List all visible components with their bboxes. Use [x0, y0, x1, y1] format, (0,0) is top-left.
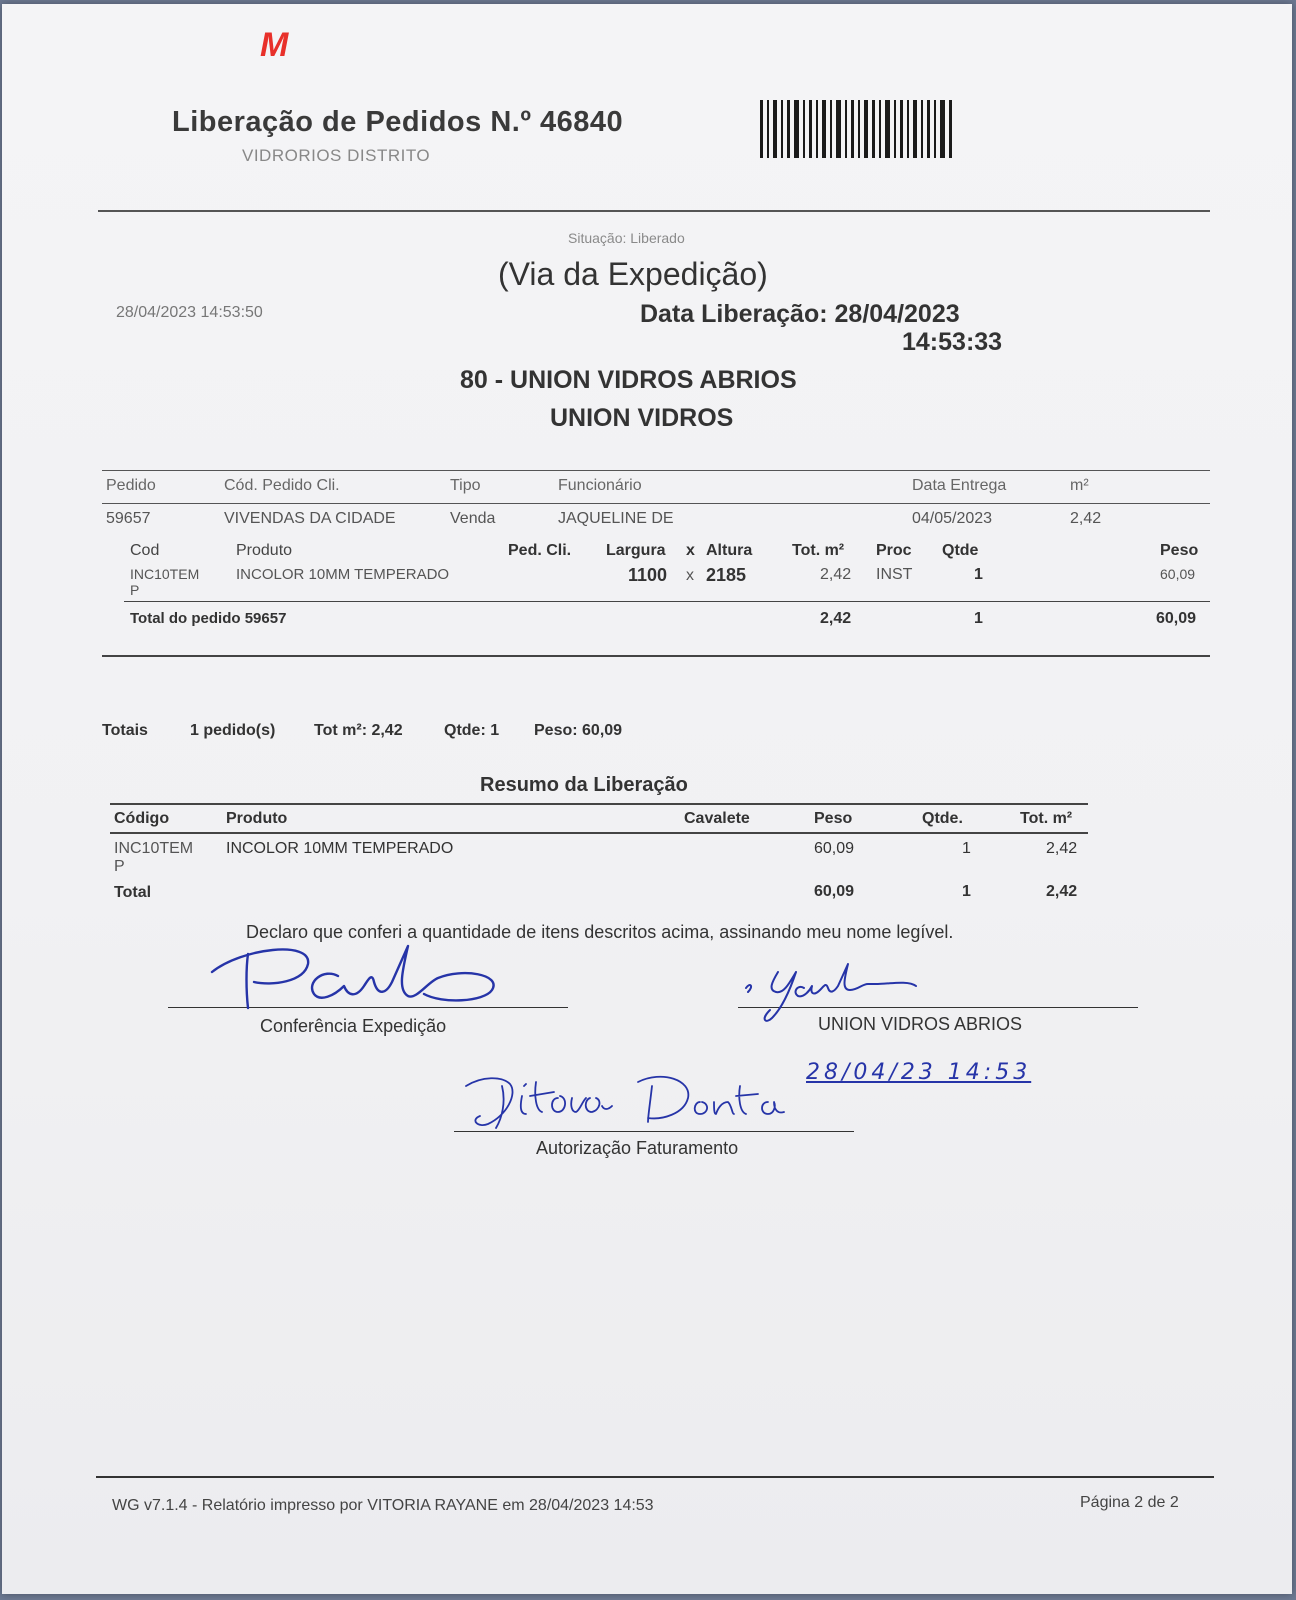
data-entrega: 04/05/2023: [912, 510, 993, 527]
resumo-col-cavalete: Cavalete: [684, 810, 750, 827]
col-altura: Altura: [706, 542, 753, 559]
col-tipo: Tipo: [450, 477, 481, 494]
footer-rule: [96, 1476, 1214, 1478]
hora-liberacao: 14:53:33: [902, 328, 1003, 356]
item-x: x: [686, 567, 694, 584]
data-liberacao: Data Liberação: 28/04/2023: [640, 300, 960, 328]
barcode: [760, 100, 956, 158]
item-cod: INC10TEM: [130, 566, 200, 582]
situacao: Situação: Liberado: [568, 230, 685, 246]
resumo-total-tot-m2: 2,42: [1046, 883, 1078, 900]
resumo-peso: 60,09: [814, 840, 855, 857]
col-qtde: Qtde: [942, 542, 979, 559]
totais-m2: Tot m²: 2,42: [314, 722, 403, 739]
resumo-col-codigo: Código: [114, 810, 170, 827]
resumo-col-peso: Peso: [814, 810, 853, 827]
cod-pedido-cli: VIVENDAS DA CIDADE: [224, 510, 396, 527]
handwritten-mark: M: [260, 26, 289, 64]
col-cod-pedido-cli: Cód. Pedido Cli.: [224, 477, 340, 494]
resumo-top-rule: [110, 803, 1088, 805]
via-expedicao: (Via da Expedição): [498, 256, 768, 292]
totais-peso: Peso: 60,09: [534, 722, 623, 739]
col-pedido: Pedido: [106, 477, 156, 494]
item-largura: 1100: [628, 565, 668, 585]
signature-autorizacao: [462, 1062, 792, 1136]
item-altura: 2185: [706, 565, 747, 585]
resumo-col-tot-m2: Tot. m²: [1020, 810, 1073, 827]
page-number: Página 2 de 2: [1080, 1494, 1179, 1511]
resumo-total-peso: 60,09: [814, 883, 855, 900]
col-peso: Peso: [1160, 542, 1199, 559]
footer-info: WG v7.1.4 - Relatório impresso por VITORIA RAYANE em 28/04/2023 14:53: [112, 1497, 654, 1514]
funcionario: JAQUELINE DE: [558, 510, 674, 527]
totais-qtde: Qtde: 1: [444, 722, 500, 739]
signature-conferencia: [202, 942, 522, 1016]
item-total-rule: [124, 601, 1210, 602]
item-qtde: 1: [974, 566, 983, 583]
header-divider: [98, 210, 1210, 212]
handwritten-date: 28/04/23 14:53: [806, 1060, 1032, 1085]
company-name: VIDRORIOS DISTRITO: [242, 146, 431, 165]
col-ped-cli: Ped. Cli.: [508, 542, 572, 559]
col-cod: Cod: [130, 542, 160, 559]
table-bottom-rule: [102, 655, 1210, 657]
col-m2: m²: [1070, 477, 1089, 494]
resumo-produto: INCOLOR 10MM TEMPERADO: [226, 840, 454, 857]
item-peso: 60,09: [1160, 566, 1196, 582]
table-top-rule: [102, 470, 1210, 471]
resumo-total-qtde: 1: [962, 883, 971, 900]
col-proc: Proc: [876, 542, 912, 559]
label-cliente: UNION VIDROS ABRIOS: [818, 1014, 1023, 1034]
cliente-fantasia: UNION VIDROS: [550, 404, 734, 432]
declaracao: Declaro que conferi a quantidade de itens descritos acima, assinando meu nome legível.: [246, 922, 954, 942]
table-header-rule: [102, 503, 1210, 504]
item-proc: INST: [876, 566, 913, 583]
cliente-nome: 80 - UNION VIDROS ABRIOS: [460, 366, 797, 394]
pedido-number: 59657: [106, 510, 151, 527]
item-cod-cont: P: [130, 582, 140, 598]
m2: 2,42: [1070, 510, 1102, 527]
resumo-total-label: Total: [114, 884, 152, 901]
signature-cliente: [738, 960, 928, 1026]
totais-pedidos: 1 pedido(s): [190, 722, 276, 739]
resumo-col-produto: Produto: [226, 810, 288, 827]
report-sheet: [2, 4, 1292, 1594]
report-title: Liberação de Pedidos N.º 46840: [172, 106, 624, 138]
item-tot-m2: 2,42: [820, 566, 852, 583]
label-autorizacao: Autorização Faturamento: [536, 1138, 739, 1158]
resumo-header-rule: [110, 832, 1088, 834]
resumo-qtde: 1: [962, 840, 971, 857]
col-data-entrega: Data Entrega: [912, 477, 1007, 494]
total-pedido-qtde: 1: [974, 610, 983, 627]
print-stamp: 28/04/2023 14:53:50: [116, 304, 263, 321]
col-tot-m2: Tot. m²: [792, 542, 845, 559]
total-pedido-peso: 60,09: [1156, 610, 1197, 627]
col-largura: Largura: [606, 542, 666, 559]
col-produto: Produto: [236, 542, 293, 559]
resumo-codigo-cont: P: [114, 858, 125, 875]
tipo: Venda: [450, 510, 496, 527]
resumo-codigo: INC10TEM: [114, 840, 194, 857]
resumo-col-qtde: Qtde.: [922, 810, 963, 827]
resumo-tot-m2: 2,42: [1046, 840, 1078, 857]
label-conferencia: Conferência Expedição: [260, 1016, 447, 1036]
resumo-title: Resumo da Liberação: [480, 774, 688, 796]
col-x: x: [686, 542, 695, 559]
total-pedido-m2: 2,42: [820, 610, 852, 627]
total-pedido-label: Total do pedido 59657: [130, 610, 287, 627]
totais-label: Totais: [102, 722, 148, 739]
col-funcionario: Funcionário: [558, 477, 642, 494]
item-produto: INCOLOR 10MM TEMPERADO: [236, 566, 450, 583]
